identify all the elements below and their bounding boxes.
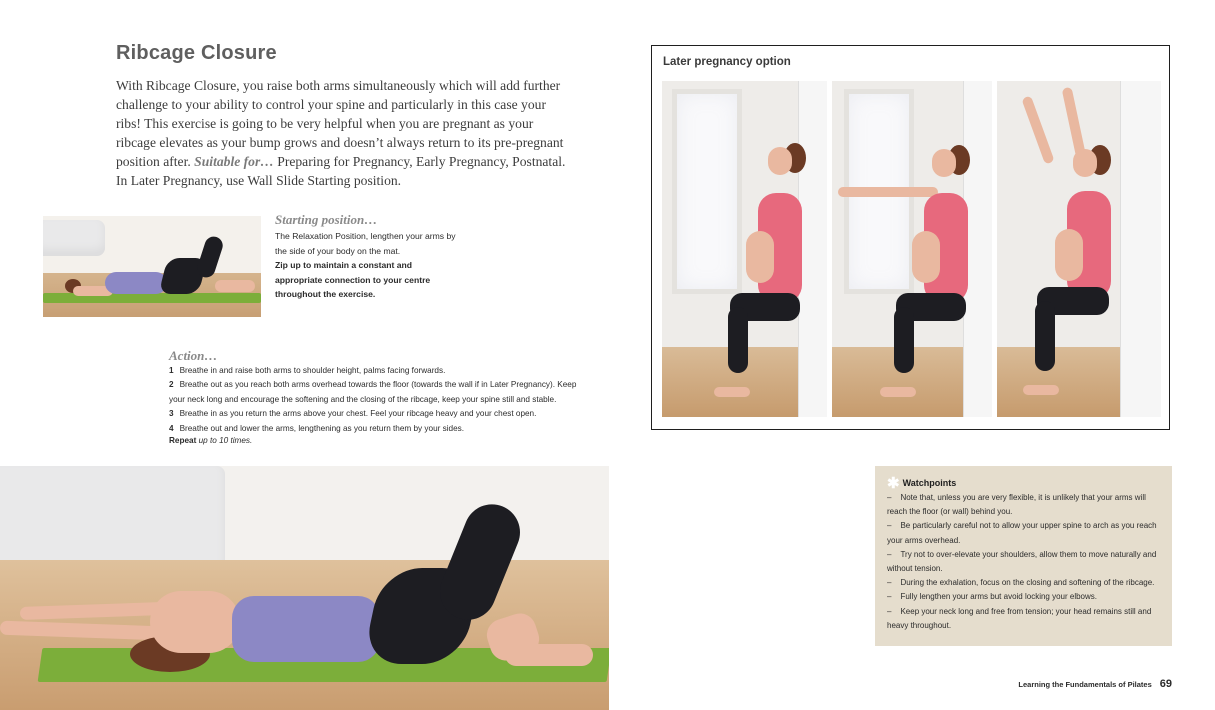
action-step xyxy=(169,378,589,407)
starting-position-description: The Relaxation Position, lengthen your arms by the side of your body on the mat. xyxy=(275,231,456,256)
wall-slide-photo-arms-overhead xyxy=(997,81,1161,417)
page-footer xyxy=(1018,678,1172,690)
starting-position-text xyxy=(275,229,460,302)
watchpoints-list xyxy=(887,491,1162,633)
step-number: 1 xyxy=(169,366,174,375)
lower-leg xyxy=(894,307,914,373)
foot xyxy=(215,280,255,292)
step-text: Breathe out and lower the arms, lengthening as you return them by your sides. xyxy=(179,423,465,433)
foot xyxy=(880,387,916,397)
bump xyxy=(746,231,774,283)
watchpoint-text: Keep your neck long and free from tension; your head remains still and heavy throughout. xyxy=(887,606,1152,630)
dash-marker: – xyxy=(887,493,892,502)
watchpoint-item xyxy=(887,590,1162,604)
watchpoint-item xyxy=(887,548,1162,576)
lower-leg xyxy=(728,307,748,373)
action-step xyxy=(169,422,589,436)
step-number: 2 xyxy=(169,380,174,390)
head xyxy=(768,147,792,175)
torso xyxy=(105,272,167,294)
footer-section-title: Learning the Fundamentals of Pilates xyxy=(1018,680,1152,689)
starting-position-photo xyxy=(43,216,261,317)
page-title: Ribcage Closure xyxy=(116,42,277,64)
ribcage-closure-photo xyxy=(0,466,609,710)
step-text: Breathe out as you reach both arms overhead towards the floor (towards the wall if in Later Pregnancy). Keep your neck long and encourage the softening and the closing of the ribcage, keep your spine still and stable. xyxy=(169,380,577,404)
star-icon: ✱ xyxy=(887,474,900,492)
later-pregnancy-heading: Later pregnancy option xyxy=(663,56,791,68)
dash-marker: – xyxy=(887,521,892,531)
dash-marker: – xyxy=(887,606,892,616)
repeat-label: Repeat xyxy=(169,436,197,445)
dash-marker: – xyxy=(887,549,892,559)
suitable-for-text: Preparing for Pregnancy, Early Pregnancy, Postnatal. In Later Pregnancy, use Wall Slide Starting position. xyxy=(116,154,566,188)
watchpoints-title xyxy=(887,474,1162,492)
foot xyxy=(1023,385,1059,395)
action-step xyxy=(169,364,589,378)
bump xyxy=(1055,229,1083,281)
watchpoints-title-text: Watchpoints xyxy=(902,478,957,488)
watchpoint-text: Fully lengthen your arms but avoid locking your elbows. xyxy=(900,592,1097,602)
watchpoints-box xyxy=(875,466,1172,646)
intro-paragraph xyxy=(116,76,572,190)
watchpoint-text: Try not to over-elevate your shoulders, allow them to move naturally and without tension. xyxy=(887,549,1157,574)
watchpoint-text: During the exhalation, focus on the closing and softening of the ribcage. xyxy=(900,578,1155,588)
torso xyxy=(232,596,380,662)
window xyxy=(672,89,742,294)
dash-marker: – xyxy=(887,592,892,602)
watchpoint-item xyxy=(887,491,1162,519)
step-number: 4 xyxy=(169,423,174,433)
starting-position-heading: Starting position… xyxy=(275,212,378,227)
intro-text: With Ribcage Closure, you raise both arms simultaneously which will add further challenge to your ability to control your spine and particularly in this case your ribs! This exercise is going to be very helpful when you are pregnant as your ribcage elevates as your bump grows and doesn’t always return to its pre-pregnant position after. xyxy=(116,78,564,169)
lower-leg xyxy=(1035,301,1055,371)
head xyxy=(150,591,240,653)
watchpoint-text: Be particularly careful not to allow your upper spine to arch as you reach your arms overhead. xyxy=(887,521,1157,545)
watchpoint-text: Note that, unless you are very flexible, it is unlikely that your arms will reach the floor (or wall) behind you. xyxy=(887,493,1146,517)
watchpoint-item xyxy=(887,576,1162,590)
sofa xyxy=(43,220,105,256)
foot xyxy=(505,644,593,666)
raised-arm xyxy=(1021,95,1054,164)
arms-forward xyxy=(838,187,938,197)
repeat-count: up to 10 times. xyxy=(198,436,253,445)
wall xyxy=(798,81,827,417)
step-text: Breathe in and raise both arms to shoulder height, palms facing forwards. xyxy=(179,366,446,375)
step-text: Breathe in as you return the arms above your chest. Feel your ribcage heavy and your chest open. xyxy=(179,409,537,419)
wall xyxy=(1120,81,1161,417)
action-steps xyxy=(169,364,589,436)
bump xyxy=(912,231,940,283)
dash-marker: – xyxy=(887,578,892,588)
head xyxy=(1073,149,1097,177)
zip-up-instruction: Zip up to maintain a constant and appropriate connection to your centre throughout the exercise. xyxy=(275,260,431,299)
watchpoint-item xyxy=(887,519,1162,547)
wall-slide-photo-arms-forward xyxy=(832,81,992,417)
step-number: 3 xyxy=(169,409,174,419)
repeat-instruction xyxy=(169,436,252,445)
head xyxy=(932,149,956,177)
action-step xyxy=(169,407,589,421)
wall-slide-photo-start xyxy=(662,81,827,417)
foot xyxy=(714,387,750,397)
suitable-for-label: Suitable for… xyxy=(194,154,274,169)
action-heading: Action… xyxy=(169,348,218,363)
watchpoint-item xyxy=(887,605,1162,633)
page-number: 69 xyxy=(1159,678,1172,690)
